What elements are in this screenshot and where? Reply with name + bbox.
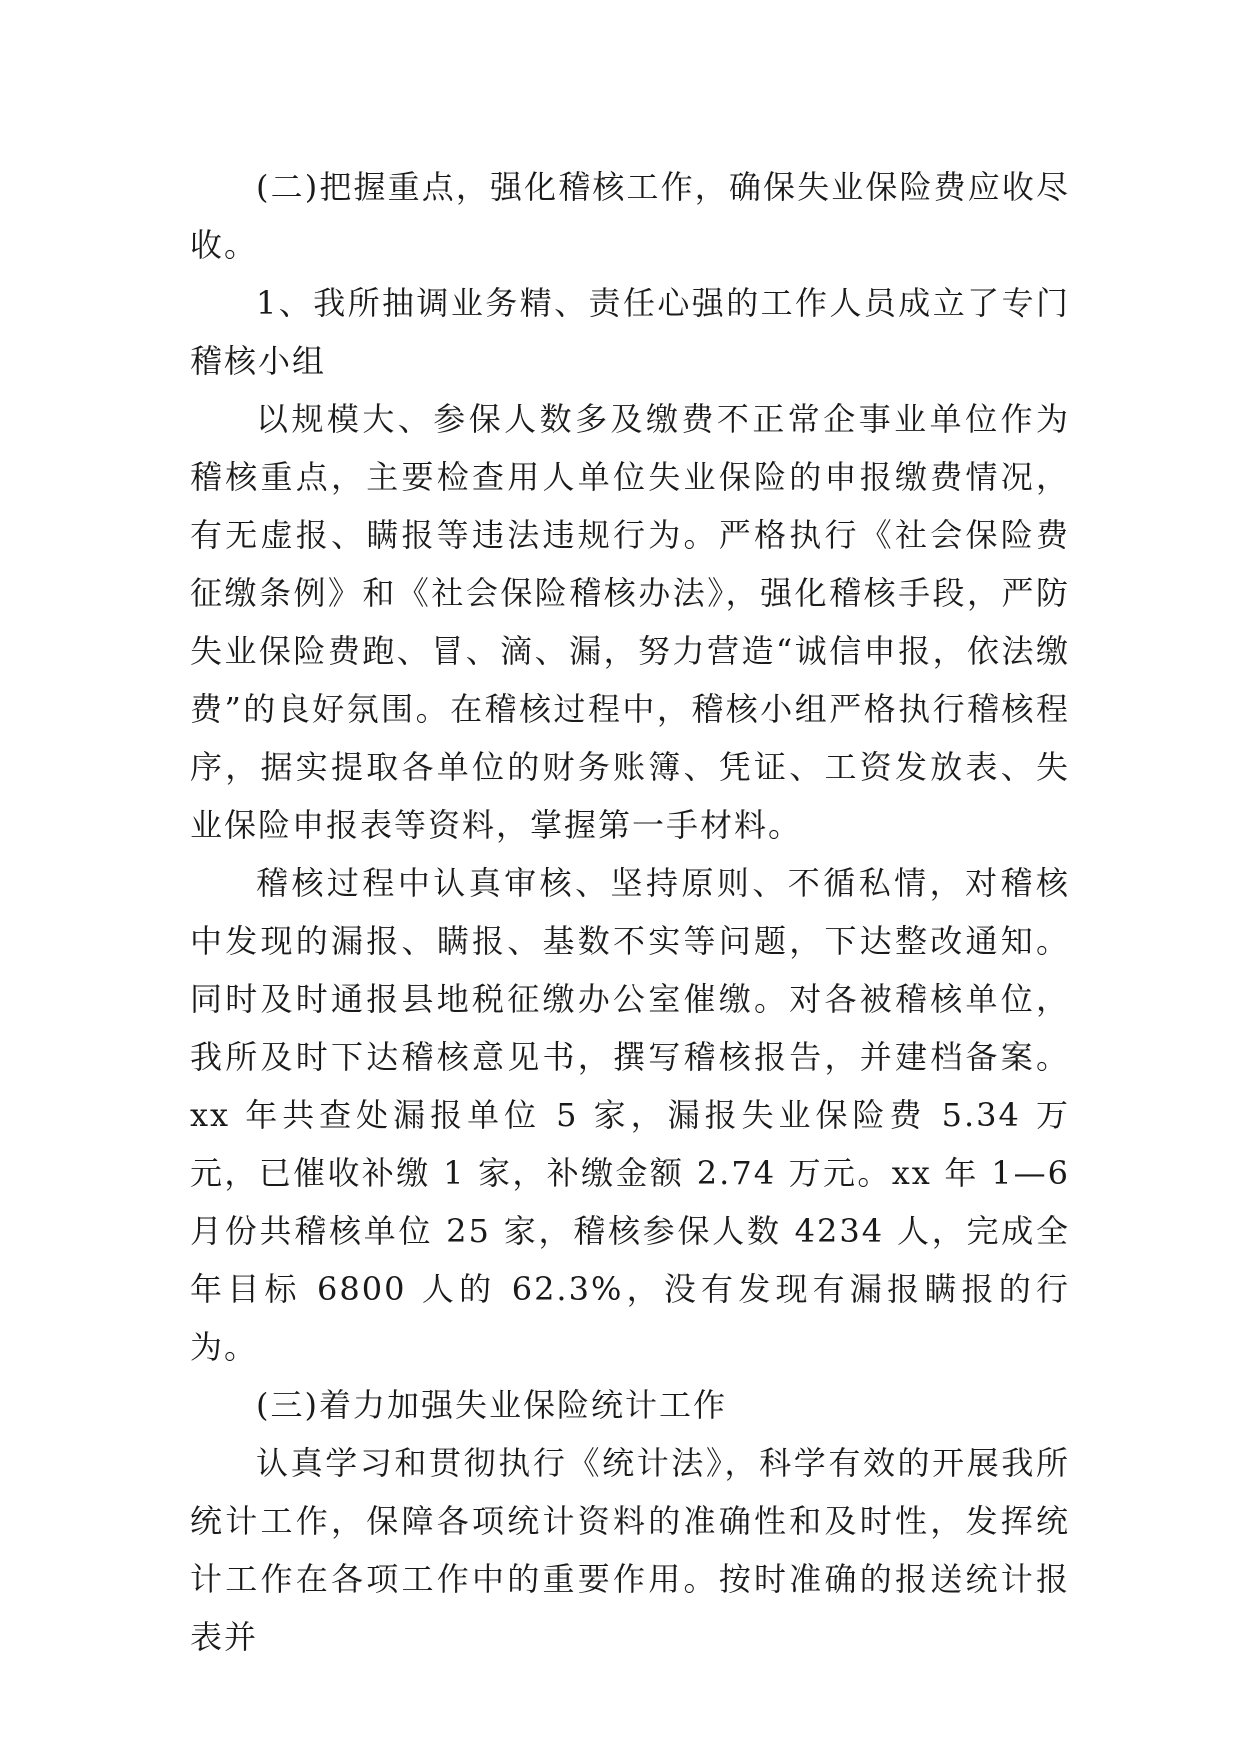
section-heading-3: (三)着力加强失业保险统计工作: [256, 1386, 727, 1424]
section-heading-2: (二)把握重点，强化稽核工作，确保失业保险费应收尽收。: [190, 168, 1070, 264]
document-body: [190, 158, 1070, 1666]
subheading-1: 1、我所抽调业务精、责任心强的工作人员成立了专门稽核小组: [190, 284, 1070, 380]
paragraph-audit-results: 稽核过程中认真审核、坚持原则、不循私情，对稽核中发现的漏报、瞒报、基数不实等问题，下达整改通知。同时及时通报县地税征缴办公室催缴。对各被稽核单位，我所及时下达稽核意见书，撰写稽核报告，并建档备案。xx 年共查处漏报单位 5 家，漏报失业保险费 5.34 万元，已催收补缴 1 家，补缴金额 2.74 万元。xx 年 1—6 月份共稽核单位 25 家，稽核参保人数 4234 人，完成全年目标 6800 人的 62.3%，没有发现有漏报瞒报的行为。: [190, 864, 1070, 1366]
paragraph-statistics: 认真学习和贯彻执行《统计法》，科学有效的开展我所统计工作，保障各项统计资料的准确性和及时性，发挥统计工作在各项工作中的重要作用。按时准确的报送统计报表并: [190, 1444, 1070, 1656]
paragraph-audit-scope: 以规模大、参保人数多及缴费不正常企事业单位作为稽核重点，主要检查用人单位失业保险的申报缴费情况，有无虚报、瞒报等违法违规行为。严格执行《社会保险费征缴条例》和《社会保险稽核办法》，强化稽核手段，严防失业保险费跑、冒、滴、漏，努力营造“诚信申报，依法缴费”的良好氛围。在稽核过程中，稽核小组严格执行稽核程序，据实提取各单位的财务账簿、凭证、工资发放表、失业保险申报表等资料，掌握第一手材料。: [190, 400, 1070, 844]
